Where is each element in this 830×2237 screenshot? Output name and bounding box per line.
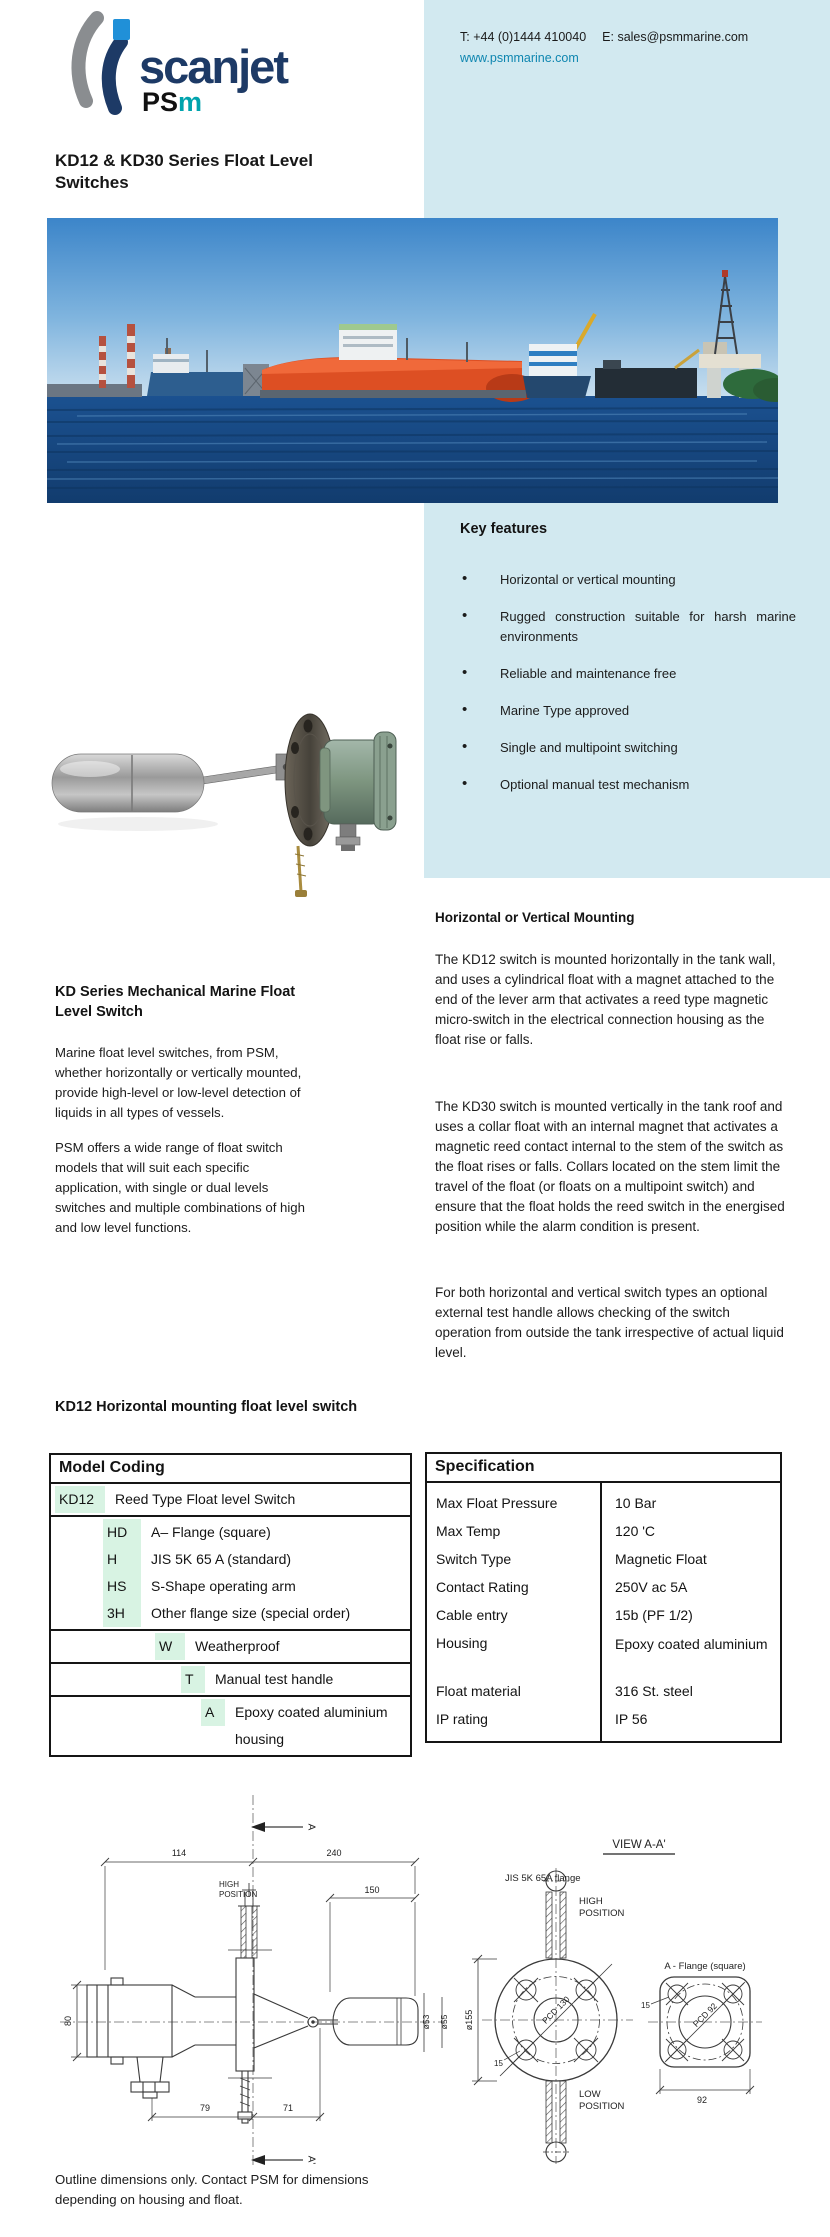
kd-series-heading: KD Series Mechanical Marine Float Level Switch [55,984,296,1020]
kd-series-paragraph-1: Marine float level switches, from PSM, whether horizontally or vertically mounted, provide high-level or low-level detection of liquids in all types of vessels. [55,1045,302,1120]
kd-series-paragraph-2: PSM offers a wide range of float switch models that will suit each specific application, with single or dual levels switches and multiple combinations of high and low level functions. [55,1140,305,1235]
high-position-label: HIGH [219,1880,239,1889]
table-row [427,1677,780,1705]
model-code: T [181,1666,205,1693]
model-code: HS [103,1573,141,1600]
table-row [427,1545,780,1573]
table-row [427,1517,780,1545]
dim-150: 150 [364,1885,380,1895]
spec-value: Epoxy coated aluminium [615,1636,768,1652]
pcd130-label: PCD 130 [540,1994,572,2026]
spec-label: Float material [436,1683,521,1699]
table-row [427,1705,780,1733]
spec-label: Contact Rating [436,1579,529,1595]
model-code: KD12 [55,1486,105,1513]
logo-ps: PS [142,87,179,117]
spec-value: 120 'C [615,1523,656,1539]
dim-dia53: ø53 [421,2014,431,2030]
contact-email[interactable]: E: sales@psmmarine.com [602,30,749,44]
low-position-label: POSITION [579,2101,625,2112]
mounting-paragraph-1: The KD12 switch is mounted horizontally in the tank wall, and uses a cylindrical float with a magnet attached to the end of the lever arm that activates a reed type magnetic micro-switch in the electrical connection housing as the float rise or falls. [435,952,776,1047]
product-photo [38,642,398,912]
dim-114: 114 [171,1848,187,1858]
model-coding-table [49,1453,412,1757]
kd12-section-heading: KD12 Horizontal mounting float level switch [55,1399,358,1415]
model-code-desc: A– Flange (square) [151,1524,271,1540]
table-row [51,1517,410,1631]
harbor-photo [47,218,778,503]
key-feature-item: • Reliable and maintenance free [460,664,796,684]
spec-label: Switch Type [436,1551,512,1567]
mounting-paragraph-3: For both horizontal and vertical switch types an optional external test handle allows checking of the switch operation from outside the tank irrespective of actual liquid level. [435,1285,784,1360]
dimension-drawing [45,1760,790,2172]
dim-dia155: ø155 [464,2009,474,2031]
page-title: KD12 & KD30 Series Float Level Switches [55,151,313,192]
scanjet-psm-logo [55,6,295,118]
model-code-desc: Other flange size (special order) [151,1605,351,1621]
svg-text:PSm [142,87,202,117]
spec-label: Cable entry [436,1607,508,1623]
model-code-desc: Weatherproof [195,1638,280,1654]
table-row [51,1484,410,1517]
model-code-desc: Epoxy coated aluminium housing [235,1704,388,1747]
model-code-desc: S-Shape operating arm [151,1578,296,1594]
spec-value: 15b (PF 1/2) [615,1607,693,1623]
dim-15: 15 [641,2001,650,2010]
website-link[interactable]: www.psmmarine.com [460,51,579,65]
table-row [51,1697,410,1755]
model-coding-title: Model Coding [51,1455,410,1484]
dim-15: 15 [494,2059,503,2068]
a-flange-label: A - Flange (square) [664,1961,746,1972]
table-row [427,1489,780,1517]
mounting-heading: Horizontal or Vertical Mounting [435,910,635,925]
section-label-a-prime: A' [305,2155,317,2165]
logo-mark-icon [55,6,295,118]
key-feature-item: • Horizontal or vertical mounting [460,570,796,590]
specification-title: Specification [427,1454,780,1483]
spec-label: IP rating [436,1711,488,1727]
view-aa-label: VIEW A-A' [612,1839,666,1851]
model-code-desc: JIS 5K 65 A (standard) [151,1551,292,1567]
dim-92: 92 [696,2095,708,2105]
key-feature-item: • Optional manual test mechanism [460,775,796,795]
spec-label: Max Float Pressure [436,1495,558,1511]
mounting-paragraph-2: The KD30 switch is mounted vertically in the tank roof and uses a collar float with an internal magnet that activates a magnetic reed contact internal to the stem of the switch as the float rises or falls. Collars located on the stem limit the travel of the float (or floats on a multipoint switch) and ensure that the float holds the reed switch in the energised position while the alarm condition is present. [435,1099,785,1234]
spec-value: 316 St. steel [615,1683,693,1699]
dim-80: 80 [63,2015,73,2027]
key-feature-item: • Single and multipoint switching [460,738,796,758]
model-code: 3H [103,1600,141,1627]
dim-240: 240 [326,1848,342,1858]
table-row [51,1664,410,1697]
spec-value: 250V ac 5A [615,1579,688,1595]
model-code: HD [103,1519,141,1546]
model-code: A [201,1699,225,1726]
spec-value: IP 56 [615,1711,648,1727]
high-position-label: POSITION [579,1908,625,1919]
model-code: H [103,1546,141,1573]
logo-wordmark: scanjet [139,40,287,93]
contact-phone: T: +44 (0)1444 410040 [460,30,587,44]
specification-table [425,1452,782,1743]
jis-flange-label: JIS 5K 65A flange [505,1873,581,1884]
model-code-desc: Reed Type Float level Switch [115,1491,296,1507]
high-position-label: HIGH [579,1896,603,1907]
spec-value: Magnetic Float [615,1551,707,1567]
pcd92-label: PCD 92 [690,2000,719,2029]
key-feature-item: • Rugged construction suitable for harsh marine environments [460,607,796,647]
contact-line [460,30,748,44]
section-label-a: A [305,1823,317,1831]
spec-label: Housing [436,1635,488,1651]
logo-m: m [178,87,203,117]
table-row [427,1601,780,1629]
table-row [51,1631,410,1664]
footer-note: Outline dimensions only. Contact PSM for dimensions depending on housing and float. [55,2172,369,2207]
spec-label: Max Temp [436,1523,501,1539]
dim-79: 79 [199,2103,211,2113]
key-features-heading: Key features [460,521,548,537]
spec-value: 10 Bar [615,1495,657,1511]
table-row [427,1629,780,1657]
low-position-label: LOW [579,2089,601,2100]
dim-dia55: ø55 [439,2014,449,2030]
high-position-label: POSITION [219,1890,258,1899]
key-feature-item: • Marine Type approved [460,701,796,721]
dim-71: 71 [282,2103,294,2113]
table-row [427,1573,780,1601]
model-code: W [155,1633,185,1660]
model-code-desc: Manual test handle [215,1671,334,1687]
